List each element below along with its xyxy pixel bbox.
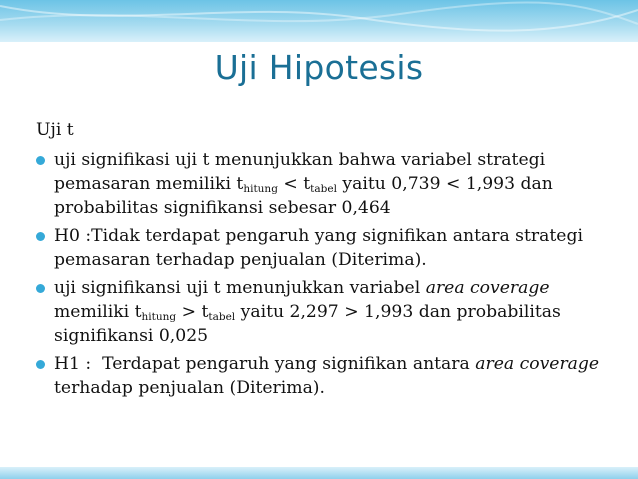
- text-segment: memiliki t: [54, 302, 142, 322]
- lead-text: Uji t: [36, 120, 74, 140]
- subscript: tabel: [310, 183, 337, 195]
- text-segment: uji signifikansi uji t menunjukkan variabel: [54, 278, 426, 298]
- bullet-item: [36, 224, 606, 272]
- bullet-icon: [36, 156, 45, 165]
- bullet-text: [54, 354, 605, 398]
- header-decoration-band: [0, 0, 638, 42]
- bullet-icon: [36, 232, 45, 241]
- text-segment: uji signifikasi uji t menunjukkan bahwa variabel strategi pemasaran memiliki t: [54, 150, 546, 194]
- bullet-item: [36, 148, 606, 220]
- bullet-icon: [36, 284, 45, 293]
- text-segment: yaitu 2,297 > 1,993 dan probabilitas signifikansi 0,025: [54, 302, 561, 346]
- slide-title: Uji Hipotesis: [214, 48, 424, 87]
- bullet-item: [36, 276, 606, 348]
- text-segment: < t: [277, 174, 311, 194]
- text-segment: > t: [176, 302, 209, 322]
- text-segment: terhadap penjualan (Diterima).: [54, 354, 605, 398]
- italic-term: area coverage: [475, 354, 600, 374]
- subscript: hitung: [141, 311, 177, 323]
- bullet-icon: [36, 360, 45, 369]
- text-segment: yaitu 0,739 < 1,993 dan probabilitas signifikansi sebesar 0,464: [54, 174, 553, 218]
- subscript: hitung: [243, 183, 278, 195]
- bullet-item: [36, 352, 606, 400]
- footer-decoration-band: [0, 467, 638, 479]
- bullet-text: [54, 150, 553, 218]
- italic-term: area coverage: [425, 278, 550, 298]
- slide-body: [36, 118, 606, 404]
- wave-decoration-icon: [0, 0, 638, 42]
- subscript: tabel: [208, 311, 236, 323]
- bullet-text: [54, 278, 561, 346]
- text-segment: H1 : Terdapat pengaruh yang signifikan antara: [54, 354, 476, 374]
- bullet-text: H0 :Tidak terdapat pengaruh yang signifikan antara strategi pemasaran terhadap penjualan (Diterima).: [54, 226, 600, 270]
